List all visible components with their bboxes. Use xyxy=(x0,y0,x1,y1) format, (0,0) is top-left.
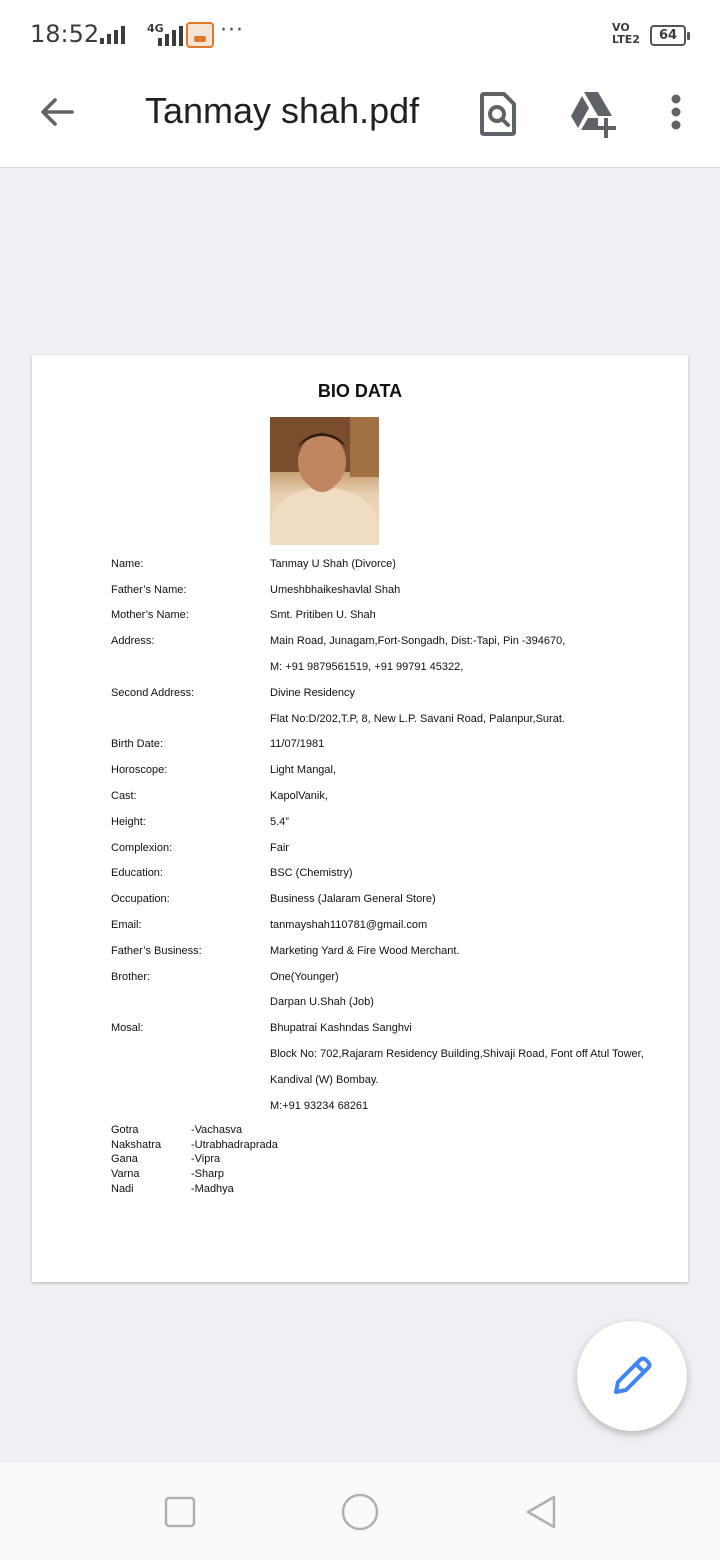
astro-row xyxy=(111,1182,278,1197)
bio-row xyxy=(111,783,671,809)
astro-row xyxy=(111,1167,278,1182)
back-button[interactable] xyxy=(34,90,78,134)
home-button[interactable] xyxy=(341,1493,379,1535)
bio-row-value: M:+91 93234 68261 xyxy=(270,1099,369,1112)
bio-row xyxy=(111,964,671,990)
bio-row xyxy=(111,551,671,577)
pdf-page xyxy=(32,355,688,1282)
bio-row-value: M: +91 9879561519, +91 99791 45322, xyxy=(270,661,464,674)
bio-row-label: Occupation: xyxy=(111,893,170,906)
search-document-icon xyxy=(474,90,522,138)
battery-icon: 64 xyxy=(650,25,686,46)
bio-row xyxy=(111,990,671,1016)
bio-row xyxy=(111,1093,671,1119)
bio-row-label: Address: xyxy=(111,635,155,648)
bio-row xyxy=(111,809,671,835)
astro-row-value: -Utrabhadraprada xyxy=(191,1138,278,1151)
bio-row-label: Email: xyxy=(111,919,142,932)
bio-row-label: Horoscope: xyxy=(111,764,168,777)
portrait-illustration xyxy=(270,417,379,545)
bio-row-label: Complexion: xyxy=(111,841,173,854)
bio-row-value: Business (Jalaram General Store) xyxy=(270,893,436,906)
astro-row-key: Gana xyxy=(111,1153,138,1166)
bio-row xyxy=(111,938,671,964)
recents-square-icon xyxy=(164,1496,196,1528)
signal-strength-icon xyxy=(100,26,125,44)
astro-row-value: -Sharp xyxy=(191,1168,225,1181)
bio-row-label: Father’s Business: xyxy=(111,944,202,957)
bio-row-label: Second Address: xyxy=(111,686,195,699)
astro-row-key: Varna xyxy=(111,1168,140,1181)
bio-row-value: Darpan U.Shah (Job) xyxy=(270,996,374,1009)
system-nav-bar xyxy=(0,1463,720,1560)
bio-row xyxy=(111,1041,671,1067)
bio-row xyxy=(111,1015,671,1041)
bio-row xyxy=(111,577,671,603)
edit-pencil-icon xyxy=(610,1354,654,1398)
bio-details xyxy=(111,551,671,1119)
bio-row-value: Umeshbhaikeshavlal Shah xyxy=(270,583,401,596)
more-options-button[interactable] xyxy=(652,90,700,138)
bio-row-label: Mother’s Name: xyxy=(111,609,189,622)
astro-details xyxy=(111,1123,278,1197)
bio-row-label: Mosal: xyxy=(111,1022,144,1035)
bio-row-value: Smt. Pritiben U. Shah xyxy=(270,609,376,622)
bio-row-value: Fair xyxy=(270,841,289,854)
signal-strength-icon-2 xyxy=(158,26,183,46)
document-heading: BIO DATA xyxy=(317,381,403,401)
home-circle-icon xyxy=(341,1493,379,1531)
astro-row xyxy=(111,1152,278,1167)
astro-row-key: Gotra xyxy=(111,1124,139,1136)
more-vert-icon xyxy=(652,90,700,138)
bio-row-label: Birth Date: xyxy=(111,738,163,751)
bio-row-value: 5.4” xyxy=(270,815,289,828)
bio-row-value: Kandival (W) Bombay. xyxy=(270,1073,379,1086)
search-in-document-button[interactable] xyxy=(474,90,522,138)
status-bar xyxy=(0,0,720,70)
app-bar xyxy=(0,70,720,168)
bio-row-label: Brother: xyxy=(111,970,151,983)
more-notifications-indicator: ··· xyxy=(220,18,244,43)
bio-row-label: Height: xyxy=(111,815,146,828)
bio-row xyxy=(111,835,671,861)
document-title: Tanmay shah.pdf xyxy=(145,90,420,131)
network-type-label: 4G xyxy=(147,22,164,35)
back-triangle-icon xyxy=(524,1494,558,1530)
bio-row-value: Flat No:D/202,T.P, 8, New L.P. Savani Road, Palanpur,Surat. xyxy=(270,712,565,725)
bio-row xyxy=(111,861,671,887)
bio-row-label: Name: xyxy=(111,557,144,570)
bio-row-value: Block No: 702,Rajaram Residency Building,Shivaji Road, Font off Atul Tower, xyxy=(270,1048,644,1061)
bio-row-value: Main Road, Junagam,Fort-Songadh, Dist:-Tapi, Pin -394670, xyxy=(270,635,566,648)
back-nav-button[interactable] xyxy=(524,1494,558,1534)
astro-row-key: Nakshatra xyxy=(111,1138,162,1151)
recents-button[interactable] xyxy=(164,1496,196,1532)
astro-row-key: Nadi xyxy=(111,1182,134,1195)
bio-row-label: Father’s Name: xyxy=(111,583,187,596)
bio-row xyxy=(111,628,671,654)
astro-row xyxy=(111,1138,278,1153)
volte-indicator xyxy=(612,22,640,46)
status-time: 18:52 xyxy=(30,20,100,48)
bio-row xyxy=(111,654,671,680)
bio-row xyxy=(111,706,671,732)
bio-row-value: BSC (Chemistry) xyxy=(270,867,353,880)
bio-row-label: Education: xyxy=(111,867,163,880)
bio-row xyxy=(111,603,671,629)
astro-row xyxy=(111,1123,278,1138)
bio-row-value: One(Younger) xyxy=(270,970,339,983)
astro-row-value: -Vachasva xyxy=(191,1124,243,1136)
bio-row xyxy=(111,886,671,912)
back-arrow-icon xyxy=(34,90,78,134)
drive-add-icon xyxy=(568,90,618,138)
volte-line1: VO xyxy=(612,21,630,34)
bio-row xyxy=(111,912,671,938)
astro-row-value: -Madhya xyxy=(191,1182,234,1195)
bio-row xyxy=(111,680,671,706)
volte-line2: LTE2 xyxy=(612,33,640,46)
bio-row-label: Cast: xyxy=(111,790,137,803)
bio-row-value: Divine Residency xyxy=(270,686,355,699)
bio-row xyxy=(111,732,671,758)
bio-row-value: tanmayshah110781@gmail.com xyxy=(270,919,428,932)
astro-row-value: -Vipra xyxy=(191,1153,221,1166)
bio-row-value: Tanmay U Shah (Divorce) xyxy=(270,557,396,570)
profile-photo xyxy=(270,417,379,545)
edit-fab[interactable] xyxy=(577,1321,687,1431)
bio-row-value: Bhupatrai Kashndas Sanghvi xyxy=(270,1022,412,1035)
bio-row-value: Marketing Yard & Fire Wood Merchant. xyxy=(270,944,460,957)
bio-row-value: Light Mangal, xyxy=(270,764,337,777)
add-to-drive-button[interactable] xyxy=(568,90,616,138)
bio-row xyxy=(111,1067,671,1093)
bio-row-value: KapolVanik, xyxy=(270,790,328,803)
bio-row xyxy=(111,757,671,783)
notification-app-icon xyxy=(186,22,214,48)
bio-row-value: 11/07/1981 xyxy=(270,738,325,751)
